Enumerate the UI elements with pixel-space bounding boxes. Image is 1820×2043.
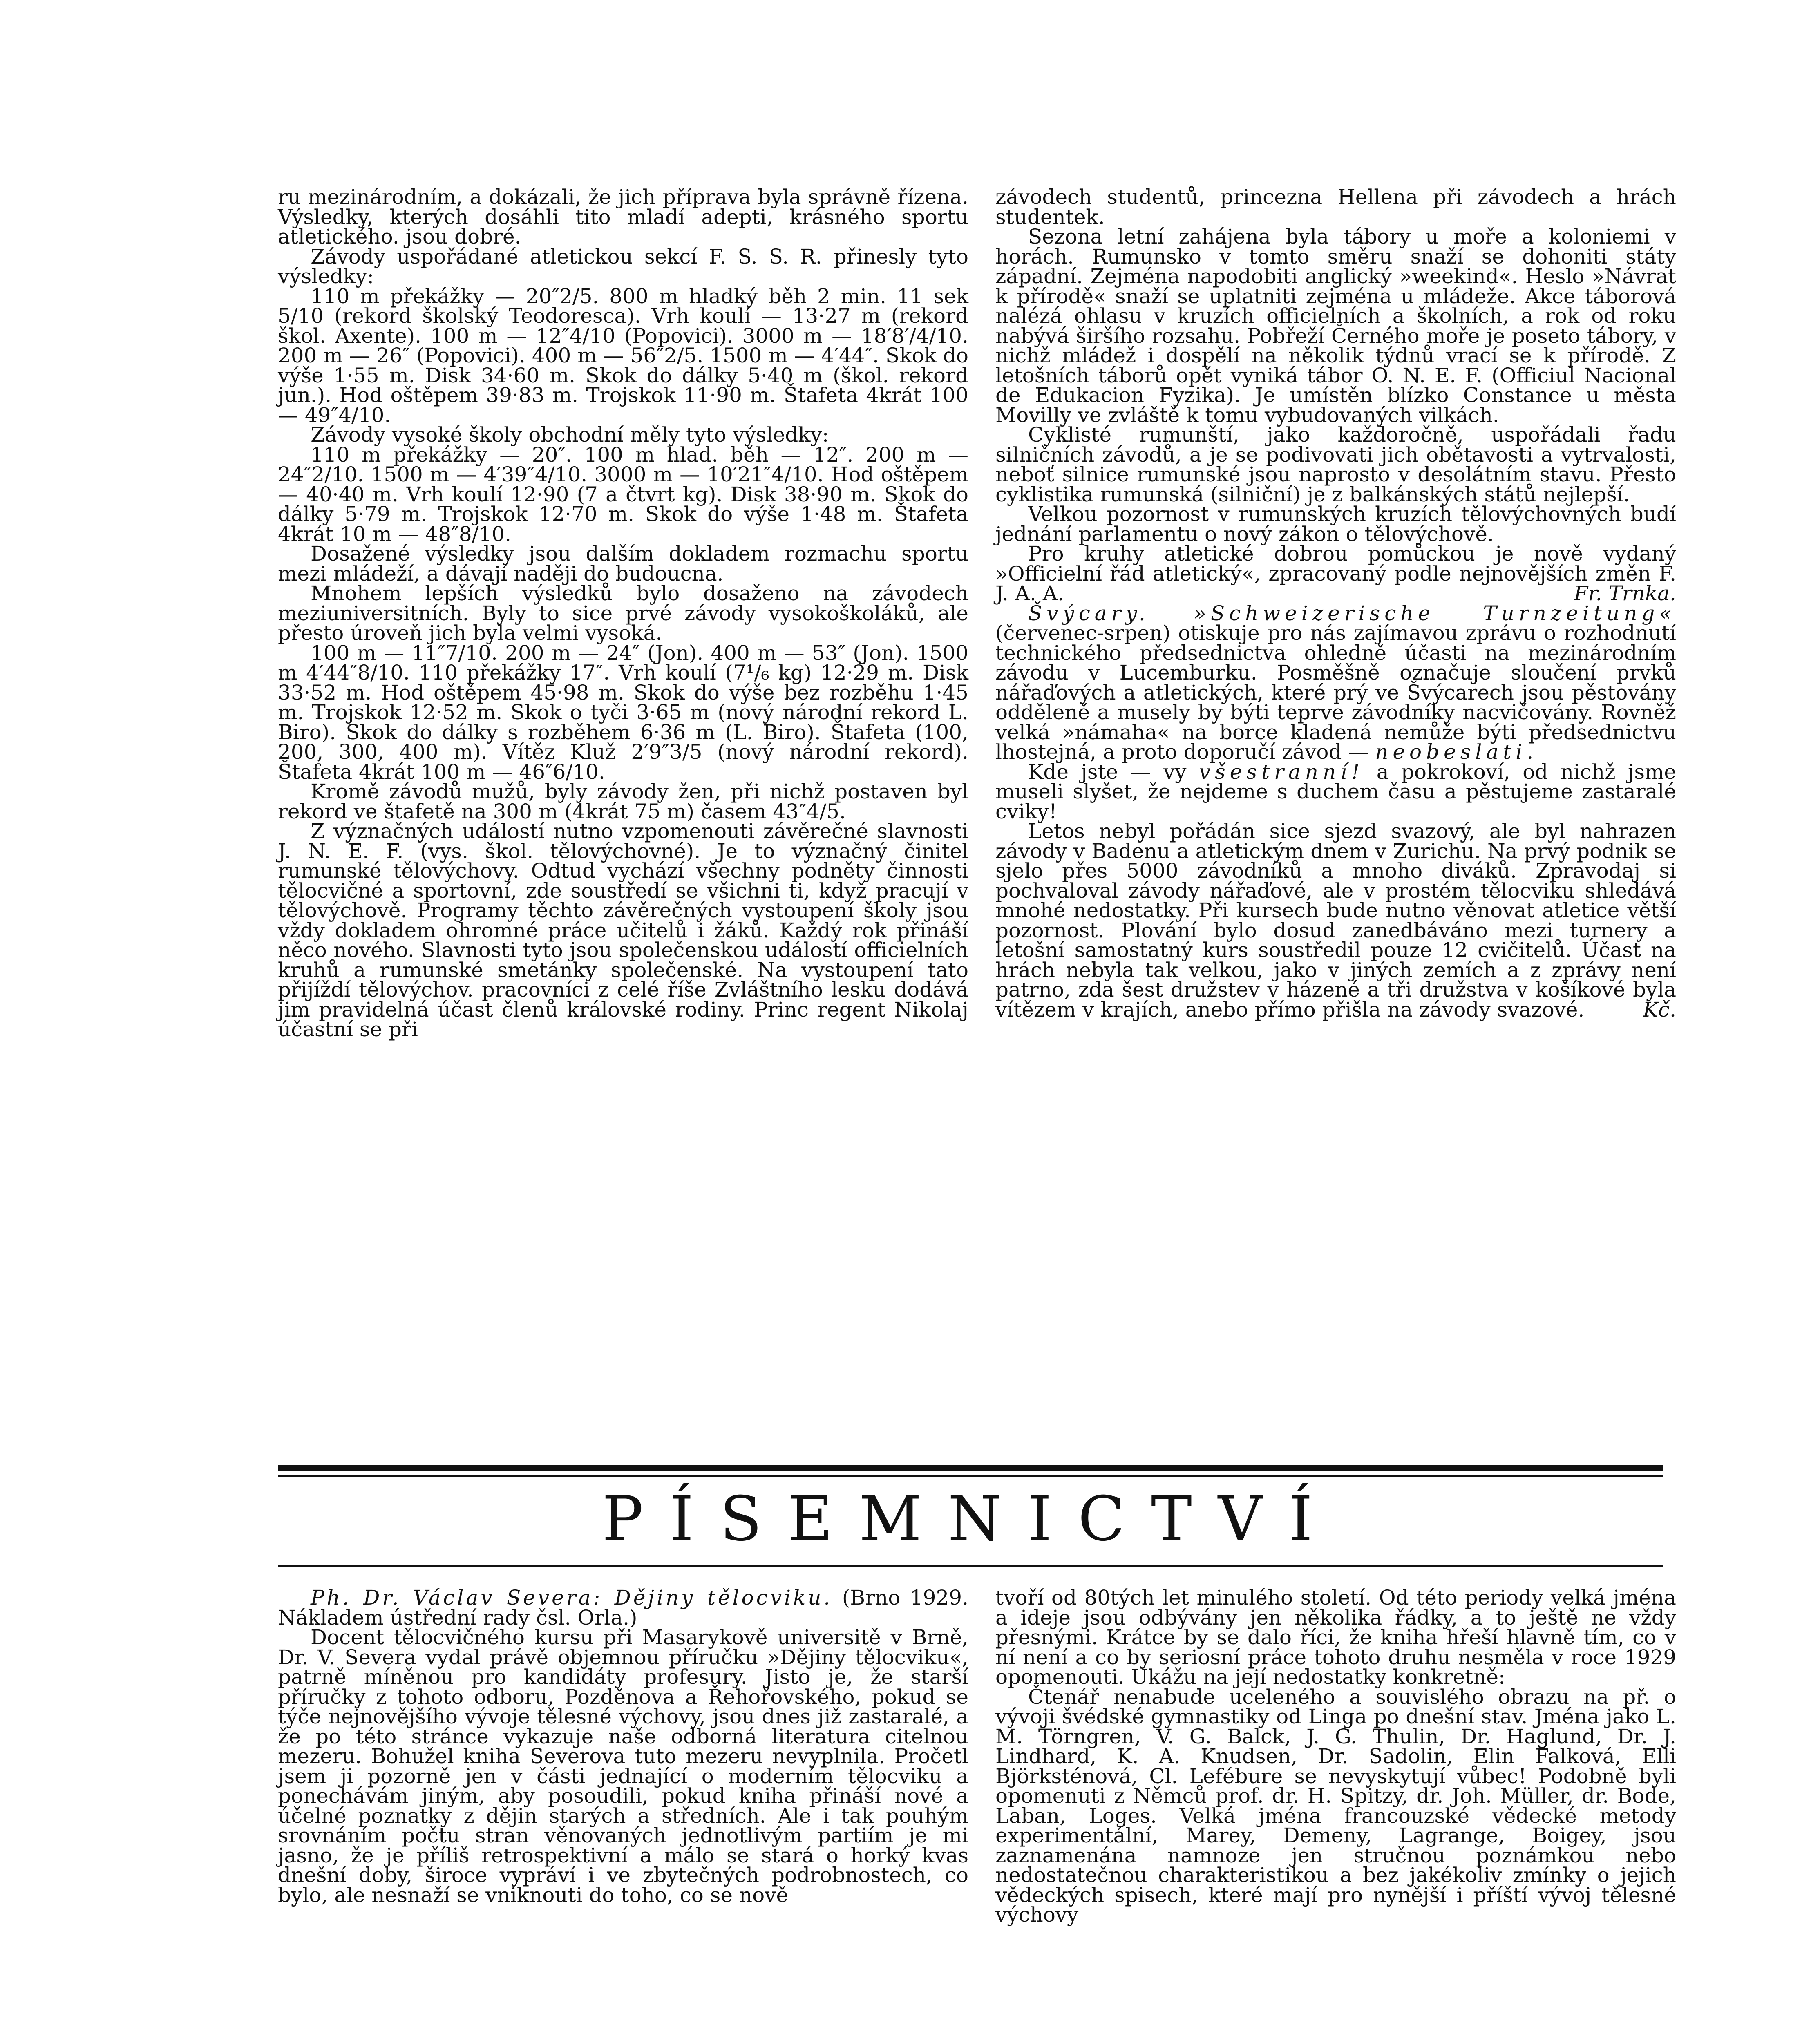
- paragraph: [995, 544, 1676, 604]
- paragraph-text: Pro kruhy atletické dobrou pomůckou je nově vydaný »Officielní řád atletický«, zpracovaný podle nejnovějších změn F. J. A. A.: [995, 542, 1676, 605]
- results-paragraph: 110 m překážky — 20″2/5. 800 m hladký běh 2 min. 11 sek 5/10 (rekord školský Teodoresca). Vrh koulí — 13·27 m (rekord škol. Axente). 100 m — 12″4/10 (Popovici). 3000 m — 18′8′/4/10. 200 m — 26″ (Popovici). 400 m — 56″2/5. 1500 m — 4′44″. Skok do výše 1·55 m. Disk 34·60 m. Skok do dálky 5·40 m (škol. rekord jun.). Hod oštěpem 39·83 m. Trojskok 11·90 m. Štafeta 4krát 100 — 49″4/10.: [278, 284, 968, 427]
- paragraph-text: (červenec-srpen) otiskuje pro nás zajímavou zprávu o rozhodnutí technického předsednictva ohledně účasti na mezinárodním závodu v Lucemburku. Posměšně označuje sloučení prvků nářaďových a atletických, které prý ve Švýcarech jsou pěstovány odděleně a musely by býti teprve závodníky nacvičovány. Rovněž velká »námaha« na borce kladená nemůže býti předsednictvu lhostejná, a proto doporučí závod —: [995, 621, 1676, 764]
- paragraph: Kromě závodů mužů, byly závody žen, při nichž postaven byl rekord ve štafetě na 300 m (4krát 75 m) časem 43″4/5.: [278, 780, 968, 823]
- column-bottom-left: [278, 1588, 968, 1905]
- paragraph: [995, 819, 1676, 1022]
- section-title: PÍSEMNICTVÍ: [602, 1484, 1339, 1555]
- paragraph: Velkou pozornost v rumunských kruzích tělovýchovných budí jednání parlamentu o nový zákon o tělovýchově.: [995, 502, 1676, 546]
- paragraph: Docent tělocvičného kursu při Masarykově universitě v Brně, Dr. V. Severa vydal právě objemnou příručku »Dějiny tělocviku«, patrně míněnou pro kandidáty profesury. Jisto je, že starší příručky z tohoto odboru, Pozděnova a Řehořovského, pokud se týče nejnovějšího vývoje tělesné výchovy, jsou dnes již zastaralé, a že po této stránce vykazuje naše odborná literatura citelnou mezeru. Bohužel kniha Severova tuto mezeru nevyplnila. Pročetl jsem ji pozorně jen v části jednající o moderním tělocviku a ponechávám jiným, aby posoudili, pokud kniha přináší nové a účelné poznatky z dějin starých a středních. Ale i tak pouhým srovnáním počtu stran věnovaných jednotlivým partiím je mi jasno, že je příliš retrospektivní a málo se stará o horký kvas dnešní doby, široce vypráví i ve zbytečných podrobnostech, co bylo, ale nesnaží se vniknouti do toho, co se nově: [278, 1625, 968, 1907]
- review-heading: [278, 1588, 968, 1627]
- spaced-heading: Švýcary.: [1028, 601, 1150, 625]
- spaced-word: neobeslati.: [1375, 740, 1538, 764]
- author-signature: Fr. Trnka.: [1574, 581, 1676, 605]
- paragraph: [995, 762, 1676, 822]
- paragraph: Závody vysoké školy obchodní měly tyto výsledky:: [311, 423, 829, 447]
- column-bottom-right: [995, 1588, 1676, 1925]
- column-top-right: [995, 185, 1676, 1022]
- paragraph: závodech studentů, princezna Hellena při závodech a hrách studentek.: [995, 185, 1676, 229]
- paragraph: Mnohem lepších výsledků bylo dosaženo na závodech meziuniversitních. Byly to sice prvé závody vysokoškoláků, ale přesto úroveň jich byla velmi vysoká.: [278, 581, 968, 645]
- book-publication: (Brno 1929. Nákladem ústřední rady čsl. Orla.): [278, 1586, 968, 1629]
- divider-rule: [278, 1465, 1663, 1471]
- paragraph: Sezona letní zahájena byla tábory u moře a koloniemi v horách. Rumunsko v tomto směru snaží se dohoniti státy západní. Zejména napodobiti anglický »weekind«. Heslo »Návrat k přírodě« snaží se uplatniti zejména u mládeže. Akce táborová nalézá ohlasu v kruzích officielních a školních, a rok od roku nabývá širšího rozsahu. Pobřeží Černého moře je poseto tábory, v nichž mládež i dospělí na několik týdnů vrací se k přírodě. Z letošních táborů opět vyniká tábor O. N. E. F. (Officiul Nacional de Edukacion Fyzika). Je umístěn blízko Constance u města Movilly ve zvláště k tomu vybudovaných vilkách.: [995, 225, 1676, 427]
- paragraph: ru mezinárodním, a dokázali, že jich příprava byla správně řízena. Výsledky, kterých dosáhli tito mladí adepti, krásného sportu atletického. jsou dobré.: [278, 185, 968, 248]
- paragraph: Cyklisté rumunští, jako každoročně, uspořádali řadu silničních závodů, a je se podivovati jich obětavosti a vytrvalosti, neboť silnice rumunské jsou naprosto v desolátním stavu. Přesto cyklistika rumunská (silniční) je z balkánských států nejlepší.: [995, 423, 1676, 506]
- results-paragraph: 110 m překážky — 20″. 100 m hlad. běh — 12″. 200 m — 24″2/10. 1500 m — 4′39″4/10. 3000 m — 10′21″4/10. Hod oštěpem — 40·40 m. Vrh koulí 12·90 (7 a čtvrt kg). Disk 38·90 m. Skok do dálky 5·79 m. Trojskok 12·70 m. Skok do výše 1·48 m. Štafeta 4krát 10 m — 48″8/10.: [278, 443, 968, 546]
- paragraph: Z význačných událostí nutno vzpomenouti závěrečné slavnosti J. N. E. F. (vys. škol. tělovýchovné). Je to význačný činitel rumunské tělovýchovy. Odtud vychází všechny podněty činnosti tělocvičné a sportovní, zde soustředí se všichni ti, když pracují v tělovýchově. Programy těchto závěrečných vystoupení školy jsou vždy dokladem ohromné práce učitelů i žáků. Každý rok přináší něco nového. Slavnosti tyto jsou společenskou událostí officielních kruhů a rumunské smetánky společenské. Na vystoupení tato přijíždí tělovýchov. pracovníci z celé říše Zvláštního lesku dodává jim pravidelná účast členů královské rodiny. Princ regent Nikolaj účastní se při: [278, 819, 968, 1041]
- paragraph: Dosažené výsledky jsou dalším dokladem rozmachu sportu mezi mládeží, a dávají naději do budoucna.: [278, 542, 968, 586]
- paragraph: Čtenář nenabude uceleného a souvislého obrazu na př. o vývoji švédské gymnastiky od Linga po dnešní stav. Jména jako L. M. Törngren, V. G. Balck, J. G. Thulin, Dr. Haglund, Dr. J. Lindhard, K. A. Knudsen, Dr. Sadolin, Elin Falková, Elli Björksténová, Cl. Lefébure se nevyskytují vůbec! Podobně byli opomenuti z Němců prof. dr. H. Spitzy, dr. Joh. Müller, dr. Bode, Laban, Loges. Velká jména francouzské vědecké metody experimentální, Marey, Demeny, Lagrange, Boigey, jsou zaznamenána namnoze jen stručnou poznámkou nebo nedostatečnou charakteristikou a bez jakékoliv zmínky o jejich vědeckých spisech, které mají pro nynější i příští vývoj tělesné výchovy: [995, 1685, 1676, 1927]
- results-paragraph: 100 m — 11″7/10. 200 m — 24″ (Jon). 400 m — 53″ (Jon). 1500 m 4′44″8/10. 110 překážky 17″. Vrh koulí (7¹/₆ kg) 12·29 m. Disk 33·52 m. Hod oštěpem 45·98 m. Skok do výše bez rozběhu 1·45 m. Trojskok 12·52 m. Skok o tyči 3·65 m (nový národní rekord L. Biro). Skok do dálky s rozběhem 6·36 m (L. Biro). Štafeta (100, 200, 300, 400 m). Vítěz Kluž 2′9″3/5 (nový národní rekord). Štafeta 4krát 100 m — 46″6/10.: [278, 641, 968, 784]
- paragraph: Závody uspořádané atletickou sekcí F. S. S. R. přinesly tyto výsledky:: [278, 244, 968, 288]
- author-signature: Kč.: [1643, 997, 1676, 1022]
- paragraph-text: Letos nebyl pořádán sice sjezd svazový, ale byl nahrazen závody v Badenu a atletickým dnem v Zurichu. Na prvý podnik se sjelo přes 5000 závodníků a mnoho diváků. Zpravodaj si pochvaloval závody nářaďové, ale v prostém tělocviku shledává mnohé nedostatky. Při kursech bude nutno věnovat atletice větší pozornost. Plování bylo dosud zanedbáváno mezi turnery a letošní samostatný kurs soustředil pouze 12 cvičitelů. Účast na hrách nebyla tak velkou, jako v jiných zemích a z zprávy není patrno, zda šest družstev v házené a tři družstva v košíkové byla vítězem v krajích, anebo přímo přišla na závody svazové.: [995, 819, 1676, 1022]
- paragraph-text: a pokrokoví, od nichž jsme museli slyšet, že nejdeme s duchem času a pěstujeme zastaralé cviky!: [995, 760, 1676, 823]
- paragraph: [995, 601, 1676, 764]
- divider-rule: [278, 1565, 1663, 1567]
- book-title: Ph. Dr. Václav Severa: Dějiny tělocviku.: [311, 1586, 833, 1609]
- spaced-title: »Schweizerische Turnzeitung«: [1194, 601, 1676, 625]
- paragraph-text: Kde jste — vy: [1028, 760, 1187, 784]
- paragraph: tvoří od 80tých let minulého století. Od této periody velká jména a ideje jsou odbývány jen několika řádky, a to ještě ne vždy přesnými. Krátce by se dalo říci, že kniha hřeší hlavně tím, co v ní není a co by seriosní práce tohoto druhu nesměla v roce 1929 opomenouti. Ukážu na její nedostatky konkretně:: [995, 1586, 1676, 1689]
- divider-rule: [278, 1475, 1663, 1477]
- column-top-left: [278, 187, 968, 1039]
- spaced-word: všestranní!: [1198, 760, 1364, 784]
